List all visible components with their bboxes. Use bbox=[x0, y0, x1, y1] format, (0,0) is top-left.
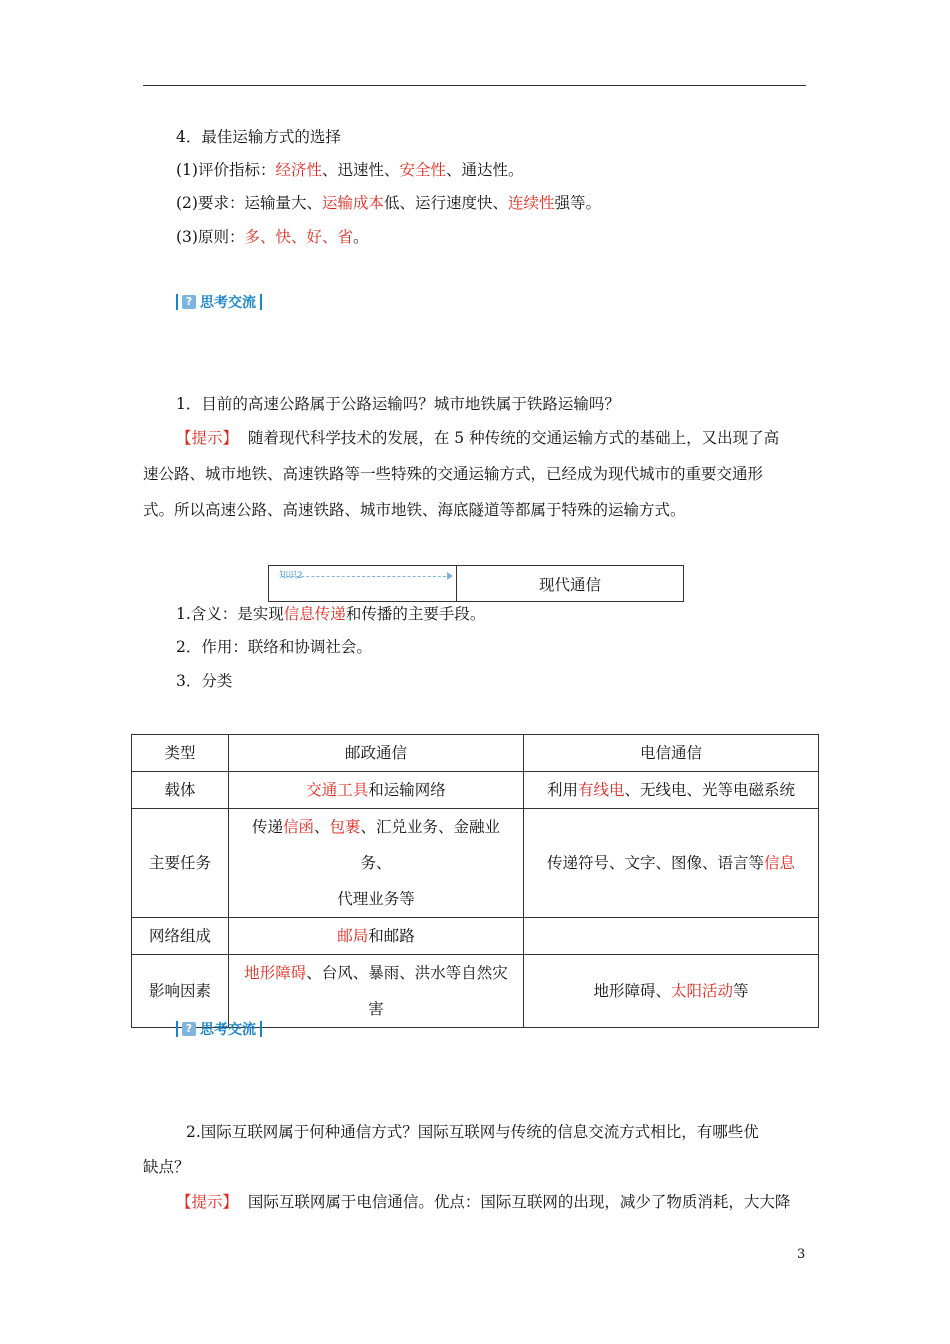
table-row bbox=[132, 955, 819, 1028]
answer-1-line-1: 【提示】 随着现代科学技术的发展，在 5 种传统的交通运输方式的基础上，又出现了高 bbox=[176, 429, 780, 447]
question-icon: ? bbox=[182, 295, 196, 309]
comm-function: 2．作用：联络和协调社会。 bbox=[176, 638, 372, 656]
header-rule bbox=[143, 85, 806, 86]
communication-table bbox=[131, 734, 819, 1028]
key-term: 安全性 bbox=[399, 161, 447, 179]
arrow-icon bbox=[281, 576, 451, 577]
knowledge-tag: 知识2 bbox=[279, 571, 303, 581]
key-term: 经济性 bbox=[275, 161, 322, 179]
answer-2-line-1: 【提示】 国际互联网属于电信通信。优点：国际互联网的出现，减少了物质消耗，大大降 bbox=[176, 1193, 791, 1211]
knowledge-title: 现代通信 bbox=[538, 575, 601, 594]
think-discuss-badge: ? 思考交流 bbox=[176, 1019, 262, 1039]
question-icon: ? bbox=[182, 1022, 196, 1036]
section-4-point-2: (2)要求：运输量大、运输成本低、运行速度快、连续性强等。 bbox=[176, 194, 602, 212]
knowledge-tag-cell bbox=[269, 566, 457, 601]
page-number: 3 bbox=[797, 1247, 806, 1262]
table-header-cell: 类型 bbox=[132, 735, 229, 772]
question-2-line-1: 2.国际互联网属于何种通信方式？国际互联网与传统的信息交流方式相比，有哪些优 bbox=[186, 1123, 759, 1141]
row-label: 主要任务 bbox=[132, 809, 229, 918]
badge-bar bbox=[260, 1021, 262, 1037]
key-term: 运输成本 bbox=[321, 194, 384, 212]
tip-label: 【提示】 bbox=[176, 429, 239, 447]
tip-label: 【提示】 bbox=[176, 1193, 239, 1211]
table-cell: 传递信函、包裹、汇兑业务、金融业务、 代理业务等 bbox=[229, 809, 524, 918]
comm-meaning: 1.含义：是实现信息传递和传播的主要手段。 bbox=[176, 605, 486, 623]
table-cell: 传递符号、文字、图像、语言等信息 bbox=[524, 809, 819, 918]
think-discuss-badge: ? 思考交流 bbox=[176, 292, 262, 312]
question-1: 1．目前的高速公路属于公路运输吗？城市地铁属于铁路运输吗？ bbox=[176, 395, 620, 413]
row-label: 影响因素 bbox=[132, 955, 229, 1028]
table-row bbox=[132, 772, 819, 809]
table-cell: 邮局和邮路 bbox=[229, 918, 524, 955]
table-header-cell: 电信通信 bbox=[524, 735, 819, 772]
table-row bbox=[132, 918, 819, 955]
question-2-line-2: 缺点？ bbox=[143, 1158, 190, 1176]
table-cell bbox=[524, 918, 819, 955]
key-term: 信息传递 bbox=[283, 605, 346, 623]
badge-bar bbox=[260, 294, 262, 310]
badge-bar bbox=[176, 1021, 178, 1037]
key-term: 多、快、好、省 bbox=[244, 228, 353, 246]
table-cell: 利用有线电、无线电、光等电磁系统 bbox=[524, 772, 819, 809]
badge-bar bbox=[176, 294, 178, 310]
answer-1-line-2: 速公路、城市地铁、高速铁路等一些特殊的交通运输方式，已经成为现代城市的重要交通形 bbox=[143, 465, 764, 483]
key-term: 连续性 bbox=[508, 194, 555, 212]
table-cell: 地形障碍、太阳活动等 bbox=[524, 955, 819, 1028]
table-header-cell: 邮政通信 bbox=[229, 735, 524, 772]
section-4-point-3: (3)原则：多、快、好、省。 bbox=[176, 228, 369, 246]
answer-1-line-3: 式。所以高速公路、高速铁路、城市地铁、海底隧道等都属于特殊的运输方式。 bbox=[143, 501, 686, 519]
table-cell: 地形障碍、台风、暴雨、洪水等自然灾 害 bbox=[229, 955, 524, 1028]
comm-classification: 3．分类 bbox=[176, 672, 233, 690]
table-row bbox=[132, 809, 819, 918]
row-label: 载体 bbox=[132, 772, 229, 809]
arrow-head-icon bbox=[447, 572, 453, 580]
section-4-point-1: (1)评价指标：经济性、迅速性、安全性、通达性。 bbox=[176, 161, 524, 179]
table-header-row bbox=[132, 735, 819, 772]
row-label: 网络组成 bbox=[132, 918, 229, 955]
table-cell: 交通工具和运输网络 bbox=[229, 772, 524, 809]
section-4-title: 4．最佳运输方式的选择 bbox=[176, 128, 341, 146]
knowledge-heading-box bbox=[268, 565, 684, 602]
